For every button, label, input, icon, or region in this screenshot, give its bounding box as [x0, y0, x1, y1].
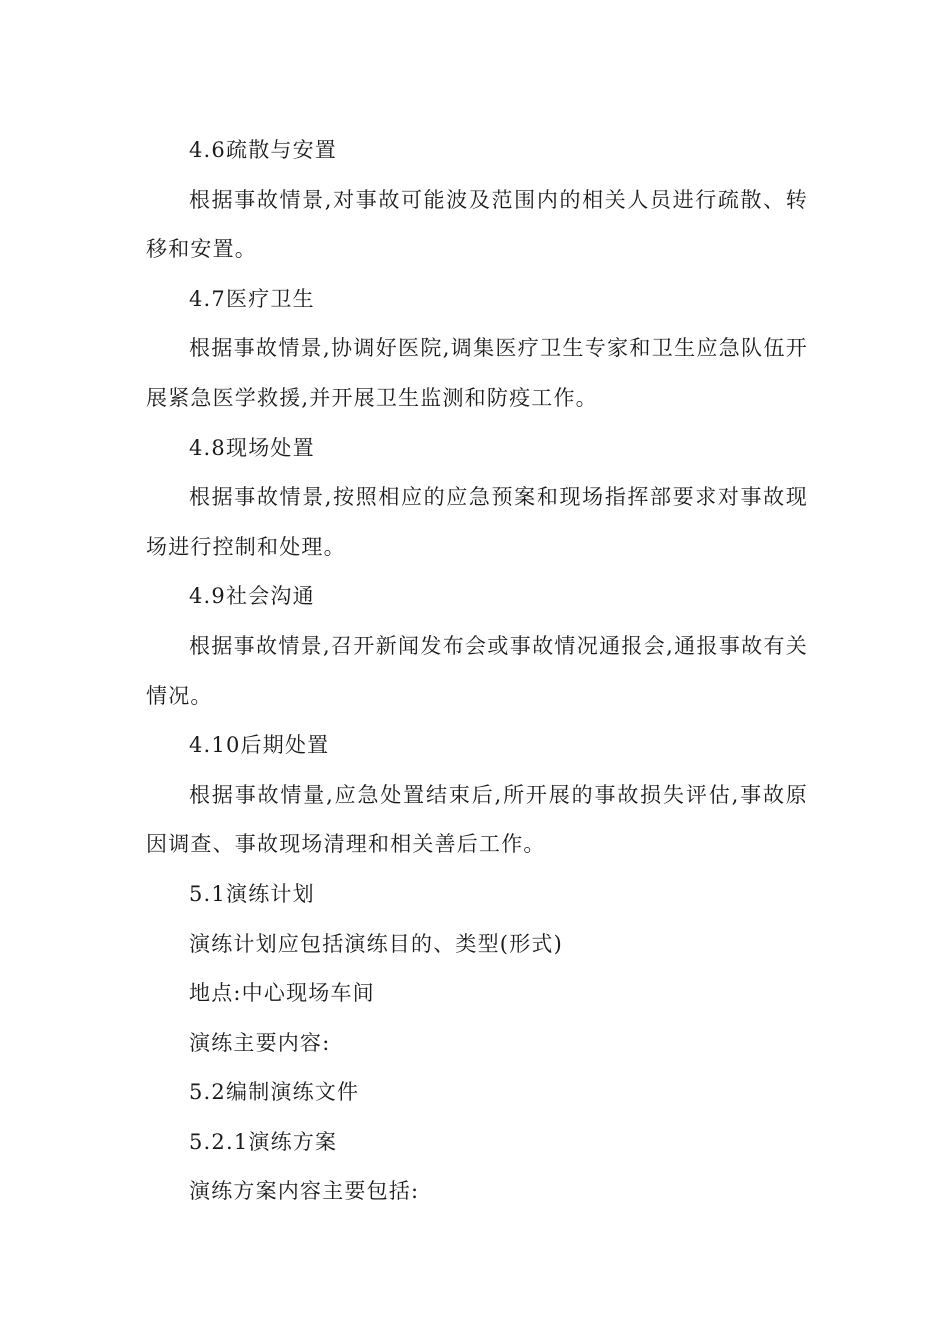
text-main-content: 演练主要内容:	[189, 1030, 331, 1055]
section-heading-4-9: 4.9社会沟通	[189, 584, 315, 609]
section-heading-5-2-1: 5.2.1演练方案	[189, 1129, 338, 1154]
text-location: 地点:中心现场车间	[189, 981, 375, 1006]
section-heading-5-2: 5.2编制演练文件	[189, 1080, 360, 1105]
text-scheme-includes: 演练方案内容主要包括:	[189, 1179, 420, 1204]
paragraph-medical: 根据事故情景,协调好医院,调集医疗卫生专家和卫生应急队伍开展紧急医学救援,并开展卫生监测和防疫工作。	[146, 336, 808, 410]
section-heading-5-1: 5.1演练计划	[189, 881, 315, 906]
text-plan-contents: 演练计划应包括演练目的、类型(形式)	[189, 931, 563, 956]
document-body	[146, 126, 808, 1217]
paragraph-aftermath: 根据事故情量,应急处置结束后,所开展的事故损失评估,事故原因调查、事故现场清理和相关善后工作。	[146, 782, 808, 857]
section-heading-4-8: 4.8现场处置	[189, 435, 315, 460]
section-heading-4-7: 4.7医疗卫生	[189, 286, 315, 311]
section-heading-4-10: 4.10后期处置	[189, 733, 330, 758]
paragraph-onsite-handling: 根据事故情景,按照相应的应急预案和现场指挥部要求对事故现场进行控制和处理。	[146, 485, 808, 559]
paragraph-evacuation: 根据事故情景,对事故可能波及范围内的相关人员进行疏散、转移和安置。	[146, 187, 808, 262]
paragraph-social-communication: 根据事故情景,召开新闻发布会或事故情况通报会,通报事故有关情况。	[146, 633, 808, 708]
section-heading-4-6: 4.6疏散与安置	[189, 138, 337, 162]
